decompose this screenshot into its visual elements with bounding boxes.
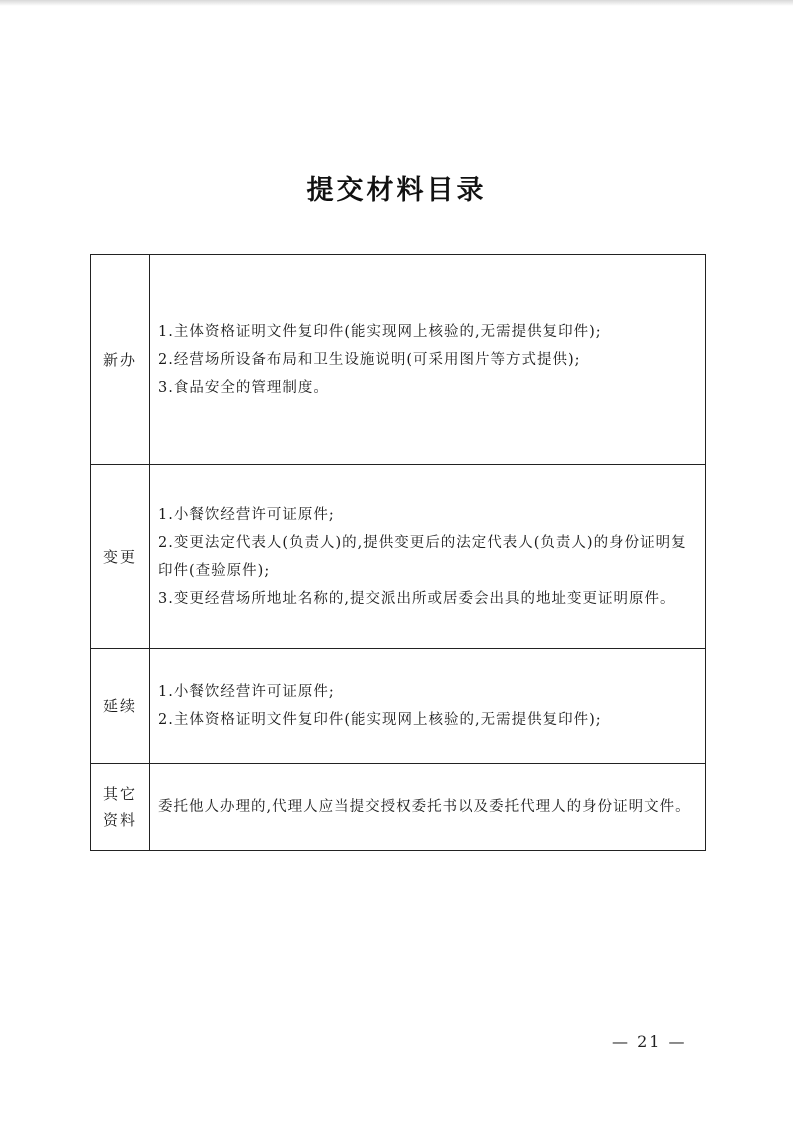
list-item: 2.主体资格证明文件复印件(能实现网上核验的,无需提供复印件); bbox=[158, 712, 602, 728]
table-row bbox=[91, 649, 706, 764]
scan-edge bbox=[0, 0, 793, 6]
row-category: 变更 bbox=[91, 465, 150, 649]
materials-table bbox=[90, 254, 706, 851]
row-category-line: 资料 bbox=[102, 811, 137, 829]
row-items bbox=[150, 649, 706, 764]
list-item: 委托他人办理的,代理人应当提交授权委托书以及委托代理人的身份证明文件。 bbox=[158, 799, 691, 815]
row-category bbox=[91, 764, 150, 851]
row-items bbox=[150, 255, 706, 465]
table-row bbox=[91, 764, 706, 851]
page-title: 提交材料目录 bbox=[306, 175, 487, 206]
list-item: 2.变更法定代表人(负责人)的,提供变更后的法定代表人(负责人)的身份证明复印件(查验原件); bbox=[158, 534, 687, 579]
list-item: 2.经营场所设备布局和卫生设施说明(可采用图片等方式提供); bbox=[158, 351, 581, 368]
row-items bbox=[150, 465, 706, 649]
row-category: 延续 bbox=[91, 649, 150, 764]
table-row bbox=[91, 465, 706, 649]
row-items bbox=[150, 764, 706, 851]
list-item: 3.变更经营场所地址名称的,提交派出所或居委会出具的地址变更证明原件。 bbox=[158, 590, 676, 607]
row-category-line: 其它 bbox=[102, 785, 137, 803]
list-item: 1.主体资格证明文件复印件(能实现网上核验的,无需提供复印件); bbox=[158, 323, 602, 340]
list-item: 1.小餐饮经营许可证原件; bbox=[158, 506, 335, 523]
row-category: 新办 bbox=[91, 255, 150, 465]
table-row bbox=[91, 255, 706, 465]
page-number: — 21 — bbox=[612, 1032, 687, 1051]
list-item: 3.食品安全的管理制度。 bbox=[158, 379, 329, 396]
list-item: 1.小餐饮经营许可证原件; bbox=[158, 684, 335, 700]
